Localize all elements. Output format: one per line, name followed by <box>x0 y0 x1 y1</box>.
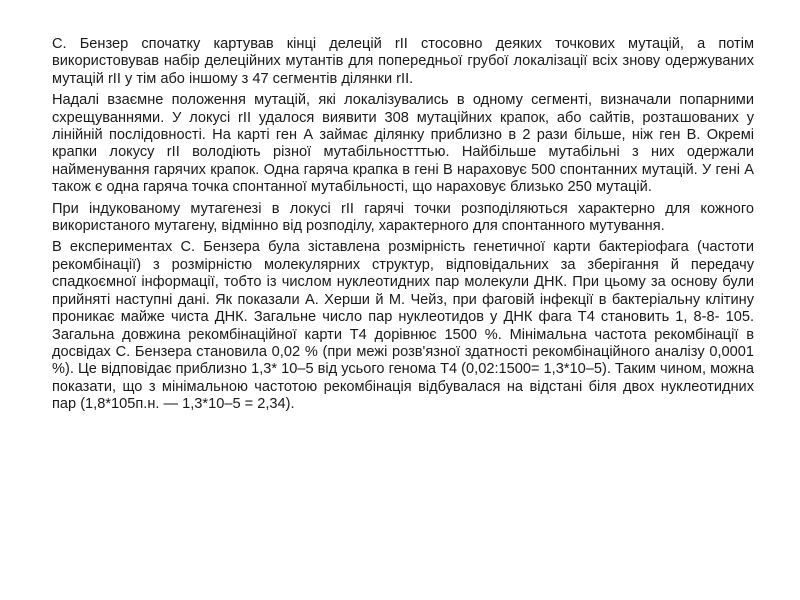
paragraph-2: Надалі взаємне положення мутацій, які локалізувались в одному сегменті, визначали попарними схрещуваннями. У локусі rII удалося виявити 308 мутаційних крапок, або сайтів, розташованих у лінійній послідовності. На карті ген А займає ділянку приблизно в 2 рази більше, ніж ген В. Окремі крапки локусу rII володіють різної мутабільностттью. Найбільше мутабільні з них одержали найменування гарячих крапок. Одна гаряча крапка в гені В нараховує 500 спонтанних мутацій. У гені А також є одна гаряча точка спонтанної мутабільності, що нараховує близько 250 мутацій. <box>52 92 754 196</box>
paragraph-4: В експериментах С. Бензера була зіставлена розмірність генетичної карти бактеріофага (частоти рекомбінації) з розмірністю молекулярних структур, відповідальних за зберігання й передачу спадкоємної інформації, тобто із числом нуклеотидних пар молекули ДНК. При цьому за основу були прийняті наступні дані. Як показали А. Херши й М. Чейз, при фаговій інфекції в бактеріальну клітину проникає майже чиста ДНК. Загальне число пар нуклеотидов у ДНК фага Т4 становить 1, 8-8- 105. Загальна довжина рекомбінаційної карти Т4 дорівнює 1500 %. Мінімальна частота рекомбінації в досвідах С. Бензера становила 0,02 % (при межі розв'язної здатності рекомбінаційного аналізу 0,0001 %). Це відповідає приблизно 1,3* 10–5 від усього генома Т4 (0,02:1500= 1,3*10–5). Таким чином, можна показати, що з мінімальною частотою рекомбінація відбувалася на відстані біля двох нуклеотидних пар (1,8*105п.н. — 1,3*10–5 = 2,34). <box>52 239 754 413</box>
paragraph-3: При індукованому мутагенезі в локусі rII гарячі точки розподіляються характерно для кожного використаного мутагену, відмінно від розподілу, характерного для спонтанного мутування. <box>52 200 754 235</box>
body-text <box>52 36 754 418</box>
paragraph-1: С. Бензер спочатку картував кінці делецій rII стосовно деяких точкових мутацій, а потім використовував набір делеційних мутантів для попередньої грубої локалізації всіх знову одержуваних мутацій rII у тім або іншому з 47 сегментів ділянки rII. <box>52 36 754 87</box>
